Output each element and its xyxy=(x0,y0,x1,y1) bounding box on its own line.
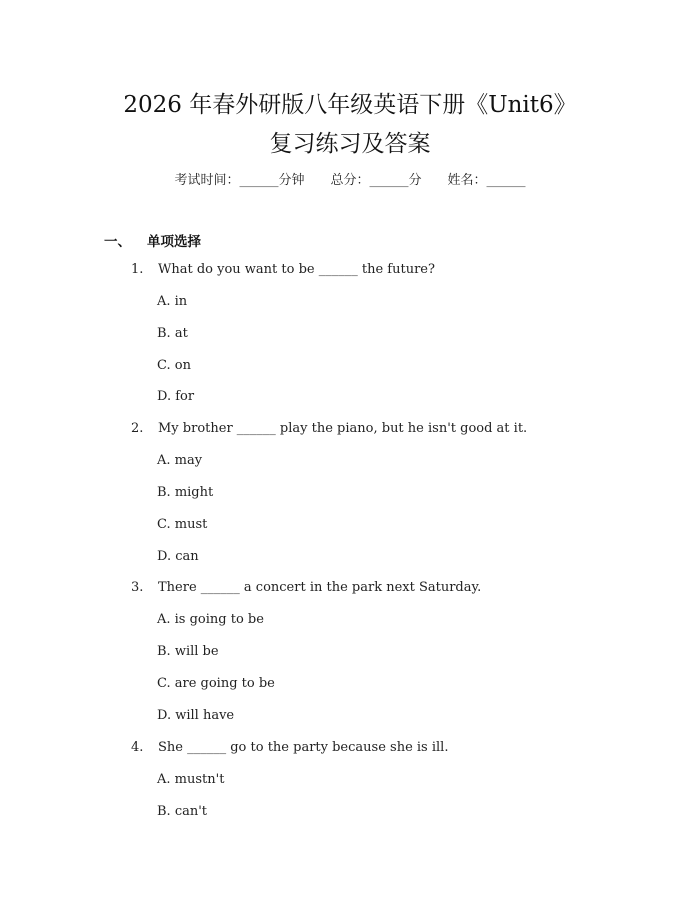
option-1a: A. in xyxy=(157,294,188,309)
option-2c: C. must xyxy=(157,517,208,532)
option-3b: B. will be xyxy=(157,644,219,659)
question-text: What do you want to be ______ the future? xyxy=(158,262,435,277)
section-number: 一、 xyxy=(104,234,131,250)
document-title-line-2: 复习练习及答案 xyxy=(269,131,431,157)
option-2b: B. might xyxy=(157,485,214,500)
question-number: 2. xyxy=(131,421,144,436)
question-4 xyxy=(131,740,448,755)
question-text: She ______ go to the party because she is ill. xyxy=(158,740,449,755)
option-1c: C. on xyxy=(157,358,191,373)
question-number: 4. xyxy=(131,740,144,755)
option-2d: D. can xyxy=(157,549,199,564)
question-number: 3. xyxy=(131,580,144,595)
section-heading xyxy=(104,230,201,250)
question-2 xyxy=(131,421,527,436)
option-3c: C. are going to be xyxy=(157,676,275,691)
option-4b: B. can't xyxy=(157,804,208,819)
exam-meta xyxy=(0,169,700,188)
total-score-field: 总分：______分 xyxy=(330,173,422,188)
option-1d: D. for xyxy=(157,389,195,404)
option-2a: A. may xyxy=(157,453,203,468)
document-title-line-1: 2026 年春外研版八年级英语下册《Unit6》 xyxy=(123,92,577,118)
section-title: 单项选择 xyxy=(147,234,201,250)
option-3a: A. is going to be xyxy=(157,612,264,627)
question-text: There ______ a concert in the park next Saturday. xyxy=(158,580,482,595)
question-text: My brother ______ play the piano, but he isn't good at it. xyxy=(158,421,528,436)
question-1 xyxy=(131,262,435,277)
option-1b: B. at xyxy=(157,326,188,341)
option-3d: D. will have xyxy=(157,708,235,723)
student-name-field: 姓名：______ xyxy=(447,173,526,188)
question-3 xyxy=(131,580,481,595)
exam-time-field: 考试时间：______分钟 xyxy=(174,173,305,188)
question-number: 1. xyxy=(131,262,144,277)
option-4a: A. mustn't xyxy=(157,772,225,787)
